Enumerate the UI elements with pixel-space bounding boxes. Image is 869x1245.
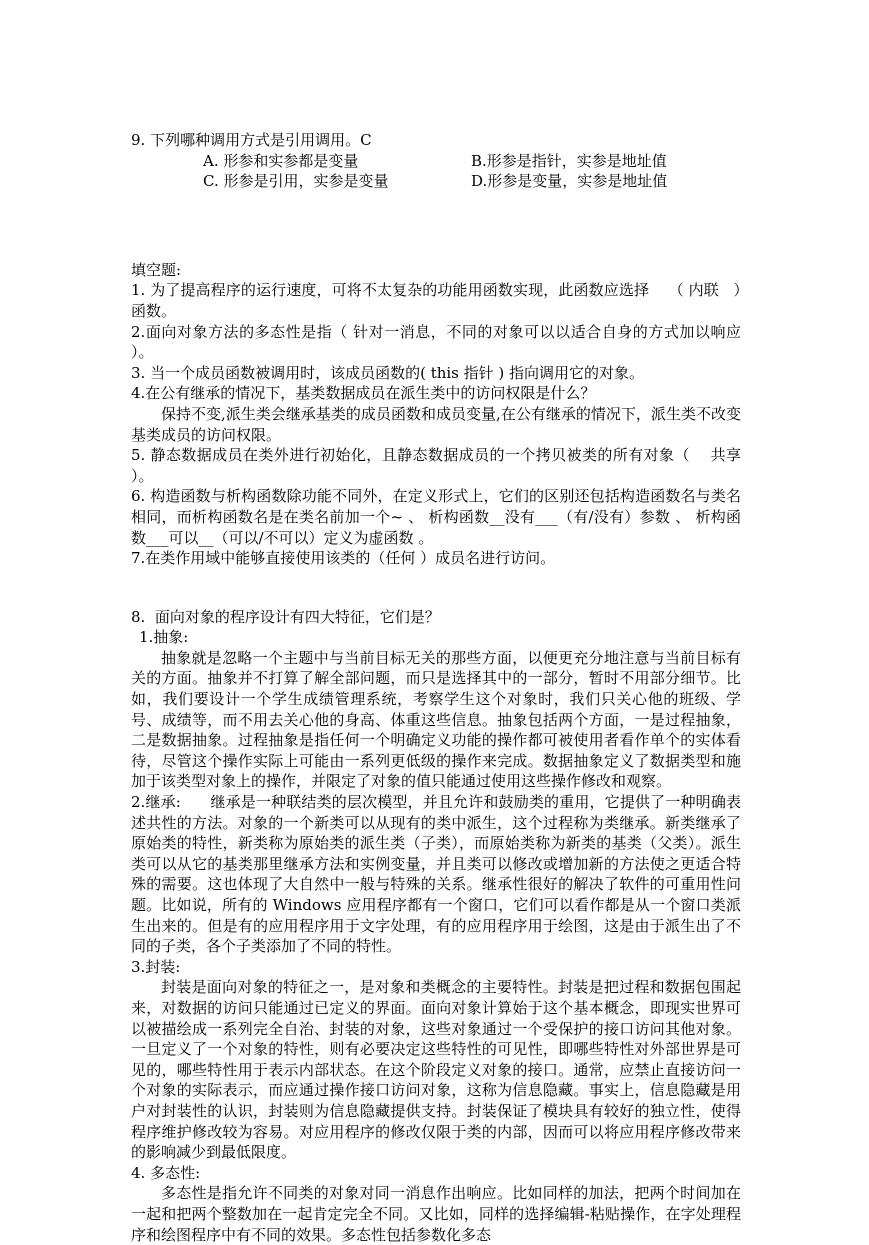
option-a: A. 形参和实参都是变量: [203, 151, 359, 170]
fill-item-1: 1. 为了提高程序的运行速度，可将不太复杂的功能用函数实现，此函数应选择 （ 内联 ）函数。: [131, 281, 741, 320]
question-9-options-row-1: [203, 151, 741, 172]
section-polymorphism-heading: 4. 多态性:: [131, 1163, 201, 1182]
fill-item-6: 6. 构造函数与析构函数除功能不同外，在定义形式上，它们的区别还包括构造函数名与类名相同，而析构函数名是在类名前加一个~ 、 析构函数__没有___（有/没有）参数 、 析构函数___可以__（可以/不可以）定义为虚函数 。: [131, 487, 741, 547]
question-8: 8. 面向对象的程序设计有四大特征，它们是？: [131, 607, 440, 626]
option-c: C. 形参是引用，实参是变量: [203, 172, 389, 191]
question-9-options-row-2: [203, 171, 741, 192]
document-page: [131, 130, 775, 1245]
option-b: B.形参是指针，实参是地址值: [471, 151, 667, 170]
fill-item-3: 3. 当一个成员函数被调用时，该成员函数的( this 指针 ) 指向调用它的对象。: [131, 363, 645, 382]
fill-in-heading: 填空题:: [131, 260, 182, 279]
section-encapsulation-body: 封装是面向对象的特征之一，是对象和类概念的主要特性。封装是把过程和数据包围起来，对数据的访问只能通过已定义的界面。面向对象计算始于这个基本概念，即现实世界可以被描绘成一系列完全自治、封装的对象，这些对象通过一个受保护的接口访问其他对象。一旦定义了一个对象的特性，则有必要决定这些特性的可见性，即哪些特性对外部世界是可见的，哪些特性用于表示内部状态。在这个阶段定义对象的接口。通常，应禁止直接访问一个对象的实际表示，而应通过操作接口访问对象，这称为信息隐藏。事实上，信息隐藏是用户对封装性的认识，封装则为信息隐藏提供支持。封装保证了模块具有较好的独立性，使得程序维护修改较为容易。对应用程序的修改仅限于类的内部，因而可以将应用程序修改带来的影响减少到最低限度。: [131, 978, 741, 1162]
section-encapsulation-heading: 3.封装:: [131, 957, 181, 976]
spacer: [131, 569, 741, 607]
fill-item-4-answer: 保持不变,派生类会继承基类的成员函数和成员变量,在公有继承的情况下，派生类不改变基类成员的访问权限。: [131, 404, 741, 444]
question-9: 9. 下列哪种调用方式是引用调用。C: [131, 131, 372, 149]
section-polymorphism-body: 多态性是指允许不同类的对象对同一消息作出响应。比如同样的加法，把两个时间加在一起和把两个整数加在一起肯定完全不同。又比如，同样的选择编辑-粘贴操作，在字处理程序和绘图程序中有不同的效果。多态性包括参数化多态: [131, 1184, 741, 1244]
section-abstraction-body: 抽象就是忽略一个主题中与当前目标无关的那些方面，以便更充分地注意与当前目标有关的方面。抽象并不打算了解全部问题，而只是选择其中的一部分，暂时不用部分细节。比如，我们要设计一个学生成绩管理系统，考察学生这个对象时，我们只关心他的班级、学号、成绩等，而不用去关心他的身高、体重这些信息。抽象包括两个方面，一是过程抽象，二是数据抽象。过程抽象是指任何一个明确定义功能的操作都可被使用者看作单个的实体看待，尽管这个操作实际上可能由一系列更低级的操作来完成。数据抽象定义了数据类型和施加于该类型对象上的操作，并限定了对象的值只能通过使用这些操作修改和观察。: [131, 648, 741, 791]
section-abstraction-heading: 1.抽象:: [139, 628, 189, 647]
spacer: [131, 192, 741, 260]
fill-item-2: 2.面向对象方法的多态性是指（ 针对一消息，不同的对象可以以适合自身的方式加以响应 ）。: [131, 322, 751, 362]
fill-item-5: 5. 静态数据成员在类外进行初始化，且静态数据成员的一个拷贝被类的所有对象（ 共享 ）。: [131, 446, 775, 485]
fill-item-4: 4.在公有继承的情况下，基类数据成员在派生类中的访问权限是什么？: [131, 384, 596, 403]
fill-item-7: 7.在类作用域中能够直接使用该类的（任何 ）成员名进行访问。: [131, 549, 556, 568]
section-inheritance: 2.继承: 继承是一种联结类的层次模型，并且允许和鼓励类的重用，它提供了一种明确表述共性的方法。对象的一个新类可以从现有的类中派生，这个过程称为类继承。新类继承了原始类的特性，新类称为原始类的派生类（子类），而原始类称为新类的基类（父类）。派生类可以从它的基类那里继承方法和实例变量，并且类可以修改或增加新的方法使之更适合特殊的需要。这也体现了大自然中一般与特殊的关系。继承性很好的解决了软件的可重用性问题。比如说，所有的 Windows 应用程序都有一个窗口，它们可以看作都是从一个窗口类派生出来的。但是有的应用程序用于文字处理，有的应用程序用于绘图，这是由于派生出了不同的子类，各个子类添加了不同的特性。: [131, 793, 741, 956]
option-d: D.形参是变量，实参是地址值: [471, 172, 668, 191]
